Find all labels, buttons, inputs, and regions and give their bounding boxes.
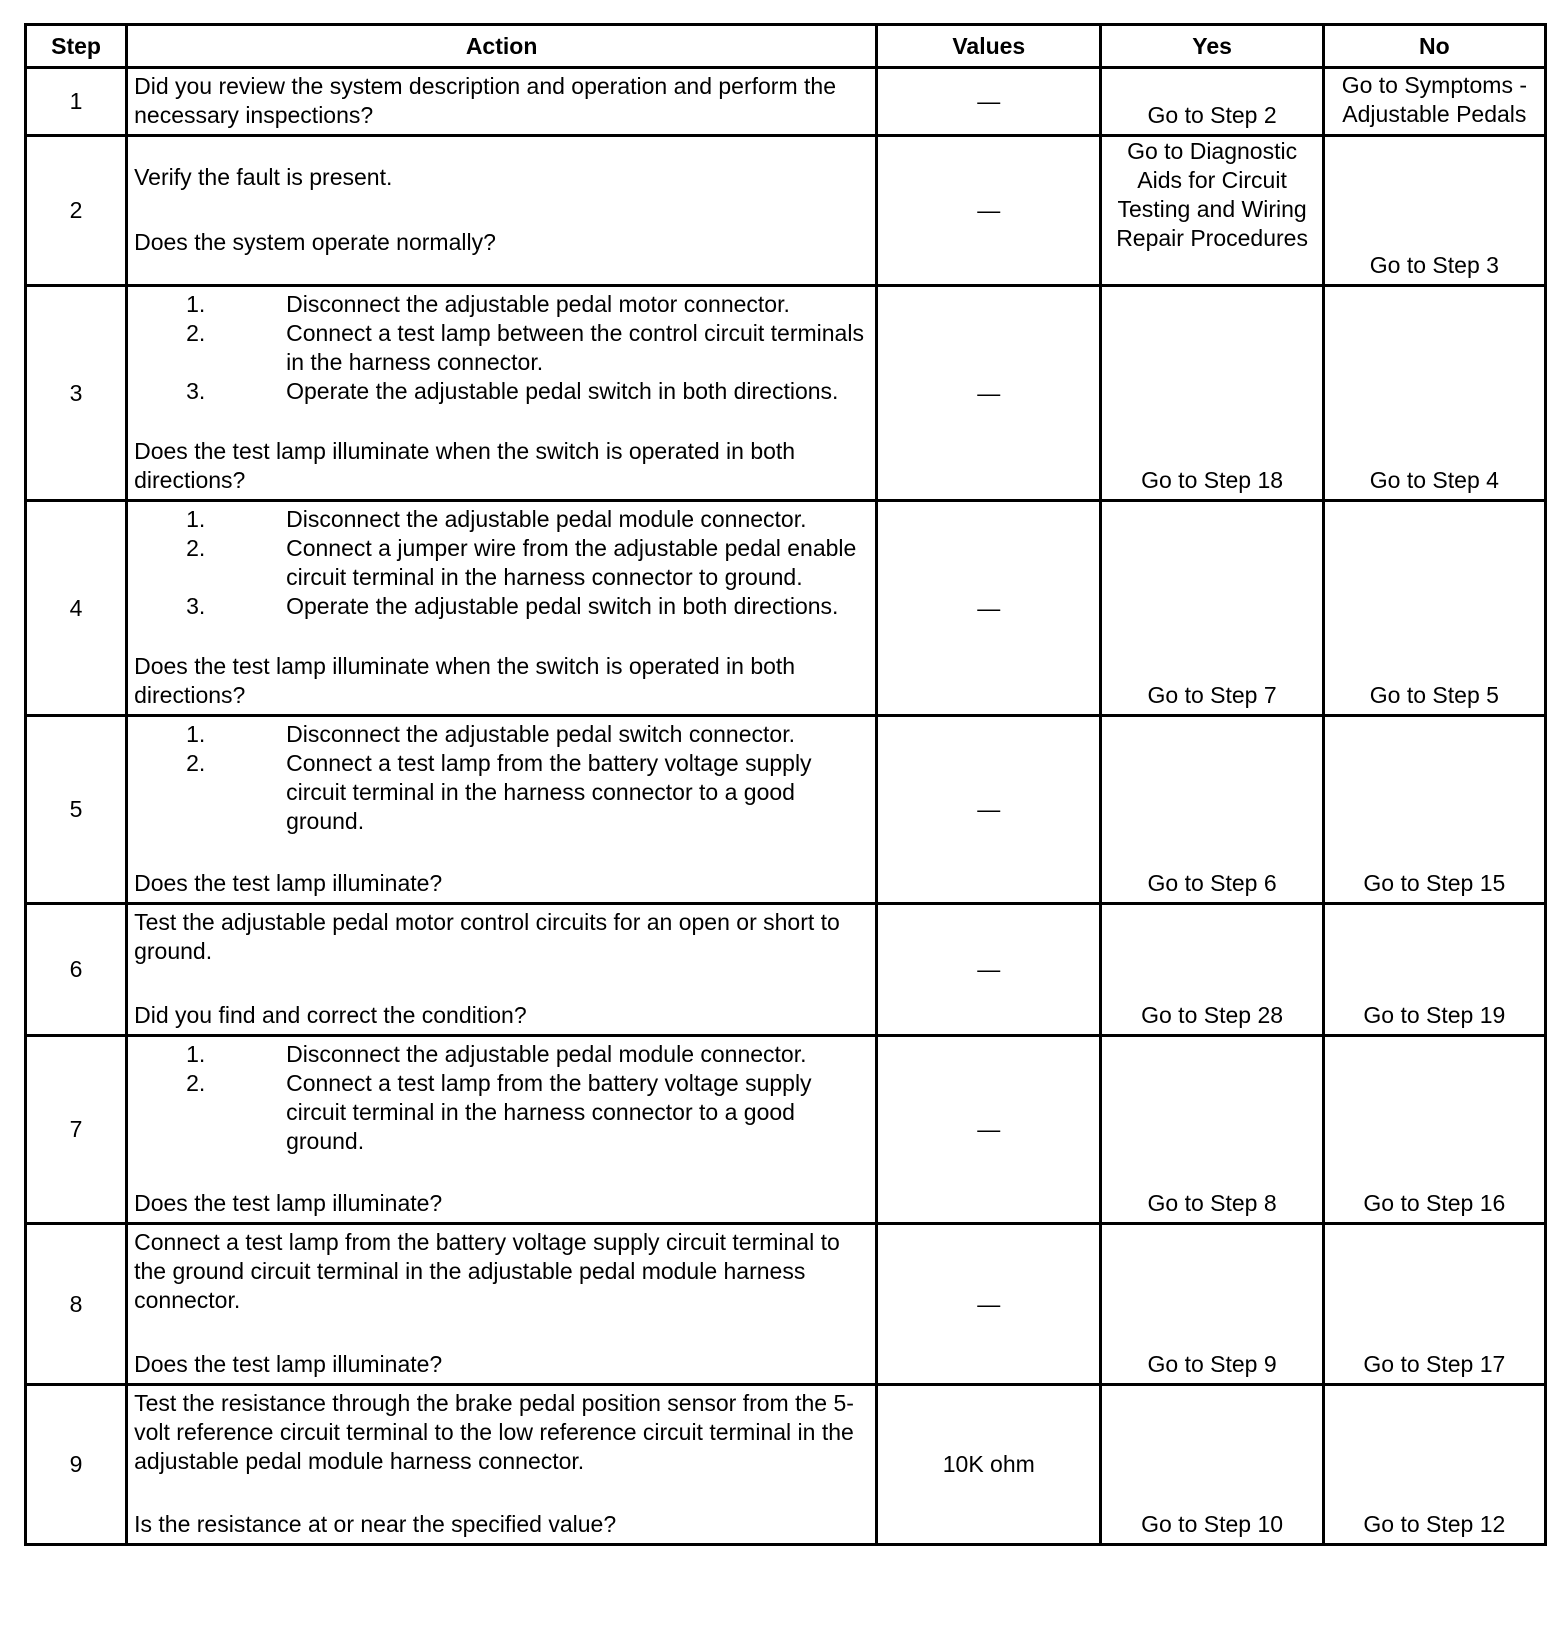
action-instructions	[134, 908, 869, 966]
procedure-item-number: 2.	[186, 535, 206, 561]
empty-value-dash: —	[977, 379, 1001, 406]
value-cell	[877, 716, 1101, 904]
header-no: No	[1323, 25, 1545, 68]
action-content	[128, 1386, 875, 1543]
procedure-item-number: 1.	[186, 506, 206, 532]
empty-value-dash: —	[977, 1116, 1001, 1142]
no-cell	[1323, 1036, 1545, 1224]
procedure-item-number: 2.	[186, 320, 206, 346]
procedure-list	[134, 505, 869, 621]
yes-cell	[1101, 1224, 1323, 1385]
action-content	[128, 69, 875, 134]
empty-value-dash: —	[977, 796, 1001, 822]
header-values: Values	[877, 25, 1101, 68]
action-content	[128, 502, 875, 714]
procedure-item	[134, 749, 869, 836]
procedure-item-text: Disconnect the adjustable pedal switch connector.	[286, 721, 795, 747]
action-cell	[127, 286, 877, 501]
yes-cell	[1101, 1036, 1323, 1224]
action-content	[128, 287, 875, 499]
yes-cell	[1101, 286, 1323, 501]
no-action-link: Go to Step 12	[1363, 1511, 1506, 1537]
value-cell	[877, 286, 1101, 501]
yes-cell	[1101, 136, 1323, 286]
step-number: 9	[26, 1385, 127, 1545]
header-step: Step	[26, 25, 127, 68]
no-cell	[1323, 501, 1545, 716]
empty-value-dash: —	[977, 1290, 1001, 1317]
yes-cell	[1101, 716, 1323, 904]
action-cell	[127, 1036, 877, 1224]
procedure-list	[134, 720, 869, 836]
empty-value-dash: —	[977, 88, 1001, 114]
procedure-item-number: 3.	[186, 378, 206, 404]
action-cell	[127, 716, 877, 904]
yes-cell	[1101, 1385, 1323, 1545]
step-number: 7	[26, 1036, 127, 1224]
action-instructions	[134, 1228, 869, 1315]
table-row	[26, 1224, 1546, 1385]
no-action-link: Go to Step 3	[1369, 252, 1499, 278]
no-action-link: Go to Step 4	[1369, 467, 1499, 493]
action-question: Does the test lamp illuminate when the switch is operated in both directions?	[134, 438, 796, 493]
action-intro: Connect a test lamp from the battery voltage supply circuit terminal to the ground circuit terminal in the adjustable pedal module harness connector.	[134, 1229, 840, 1313]
action-question: Did you find and correct the condition?	[134, 1002, 527, 1028]
table-row	[26, 904, 1546, 1036]
yes-cell	[1101, 68, 1323, 136]
action-content	[128, 1225, 875, 1383]
procedure-item	[134, 592, 869, 621]
step-number: 4	[26, 501, 127, 716]
procedure-item-text: Disconnect the adjustable pedal module connector.	[286, 506, 807, 532]
action-question: Does the test lamp illuminate?	[134, 1351, 443, 1377]
procedure-item-text: Disconnect the adjustable pedal motor connector.	[286, 291, 790, 317]
no-cell	[1323, 136, 1545, 286]
procedure-item-number: 1.	[186, 721, 206, 747]
step-number: 6	[26, 904, 127, 1036]
procedure-item-number: 3.	[186, 593, 206, 619]
procedure-item-number: 1.	[186, 291, 206, 317]
procedure-item-number: 1.	[186, 1041, 206, 1067]
procedure-item	[134, 319, 869, 377]
header-row	[26, 25, 1546, 68]
step-number: 5	[26, 716, 127, 904]
no-action-link: Go to Step 15	[1363, 870, 1506, 896]
no-cell	[1323, 1385, 1545, 1545]
action-cell	[127, 1224, 877, 1385]
procedure-item	[134, 290, 869, 319]
yes-action-link: Go to Step 9	[1147, 1351, 1277, 1377]
action-question: Does the test lamp illuminate?	[134, 870, 443, 896]
empty-value-dash: —	[977, 594, 1001, 621]
header-action: Action	[127, 25, 877, 68]
action-cell	[127, 136, 877, 286]
no-action-link: Go to Step 5	[1369, 682, 1499, 708]
value-cell	[877, 136, 1101, 286]
action-content	[128, 1037, 875, 1222]
action-question: Is the resistance at or near the specified value?	[134, 1511, 617, 1537]
action-instructions	[134, 72, 869, 130]
procedure-list	[134, 1040, 869, 1156]
action-cell	[127, 1385, 877, 1545]
diagnostic-table	[24, 23, 1547, 1546]
step-number: 8	[26, 1224, 127, 1385]
yes-action-link: Go to Step 7	[1147, 682, 1277, 708]
no-action-link: Go to Symptoms - Adjustable Pedals	[1341, 71, 1528, 127]
action-instructions	[134, 1040, 869, 1156]
yes-cell	[1101, 904, 1323, 1036]
action-question: Does the test lamp illuminate?	[134, 1190, 443, 1216]
value-cell	[877, 904, 1101, 1036]
value-cell	[877, 1036, 1101, 1224]
action-cell	[127, 904, 877, 1036]
action-cell	[127, 501, 877, 716]
step-number: 1	[26, 68, 127, 136]
yes-cell	[1101, 501, 1323, 716]
action-question: Does the system operate normally?	[134, 229, 496, 255]
value-cell	[877, 68, 1101, 136]
step-number: 2	[26, 136, 127, 286]
no-cell	[1323, 286, 1545, 501]
no-action-link: Go to Step 16	[1363, 1190, 1506, 1216]
procedure-item-text: Connect a jumper wire from the adjustable pedal enable circuit terminal in the harness connector to ground.	[286, 535, 857, 590]
procedure-list	[134, 290, 869, 406]
procedure-item-text: Operate the adjustable pedal switch in both directions.	[286, 378, 839, 404]
no-action-link: Go to Step 19	[1363, 1002, 1506, 1028]
value-cell	[877, 1385, 1101, 1545]
no-cell	[1323, 716, 1545, 904]
procedure-item-number: 2.	[186, 750, 206, 776]
yes-action-link: Go to Step 18	[1141, 467, 1284, 493]
table-row	[26, 286, 1546, 501]
action-content	[128, 905, 875, 1034]
no-cell	[1323, 68, 1545, 136]
procedure-item	[134, 505, 869, 534]
table-row	[26, 68, 1546, 136]
action-instructions	[134, 720, 869, 836]
action-intro: Did you review the system description and operation and perform the necessary inspections?	[134, 73, 836, 128]
step-number: 3	[26, 286, 127, 501]
procedure-item-text: Connect a test lamp from the battery voltage supply circuit terminal in the harness connector to a good ground.	[286, 750, 812, 834]
action-cell	[127, 68, 877, 136]
action-intro: Test the adjustable pedal motor control circuits for an open or short to ground.	[134, 909, 840, 964]
value-cell	[877, 501, 1101, 716]
no-cell	[1323, 1224, 1545, 1385]
action-instructions	[134, 163, 869, 192]
yes-action-link: Go to Step 8	[1147, 1190, 1277, 1216]
header-yes: Yes	[1101, 25, 1323, 68]
value-cell	[877, 1224, 1101, 1385]
procedure-item	[134, 377, 869, 406]
yes-action-link: Go to Step 10	[1141, 1511, 1284, 1537]
action-instructions	[134, 505, 869, 621]
procedure-item	[134, 534, 869, 592]
specified-value: 10K ohm	[942, 1451, 1035, 1477]
table-row	[26, 501, 1546, 716]
action-intro: Test the resistance through the brake pedal position sensor from the 5-volt reference circuit terminal to the low reference circuit terminal in the adjustable pedal module harness connector.	[134, 1390, 854, 1474]
yes-action-link: Go to Diagnostic Aids for Circuit Testing and Wiring Repair Procedures	[1116, 138, 1308, 251]
yes-action-link: Go to Step 6	[1147, 870, 1277, 896]
action-instructions	[134, 1389, 869, 1476]
action-content	[128, 137, 875, 284]
procedure-item	[134, 1069, 869, 1156]
table-row	[26, 1036, 1546, 1224]
procedure-item	[134, 1040, 869, 1069]
procedure-item-number: 2.	[186, 1070, 206, 1096]
procedure-item	[134, 720, 869, 749]
action-instructions	[134, 290, 869, 406]
action-content	[128, 717, 875, 902]
yes-action-link: Go to Step 28	[1141, 1002, 1284, 1028]
no-action-link: Go to Step 17	[1363, 1351, 1506, 1377]
table-row	[26, 1385, 1546, 1545]
action-question: Does the test lamp illuminate when the switch is operated in both directions?	[134, 653, 796, 708]
table-row	[26, 716, 1546, 904]
empty-value-dash: —	[977, 197, 1001, 223]
table-row	[26, 136, 1546, 286]
empty-value-dash: —	[977, 956, 1001, 982]
no-cell	[1323, 904, 1545, 1036]
procedure-item-text: Operate the adjustable pedal switch in both directions.	[286, 593, 839, 619]
yes-action-link: Go to Step 2	[1147, 102, 1277, 128]
procedure-item-text: Connect a test lamp from the battery voltage supply circuit terminal in the harness connector to a good ground.	[286, 1070, 812, 1154]
procedure-item-text: Disconnect the adjustable pedal module connector.	[286, 1041, 807, 1067]
procedure-item-text: Connect a test lamp between the control circuit terminals in the harness connector.	[286, 320, 864, 375]
action-intro: Verify the fault is present.	[134, 164, 393, 190]
